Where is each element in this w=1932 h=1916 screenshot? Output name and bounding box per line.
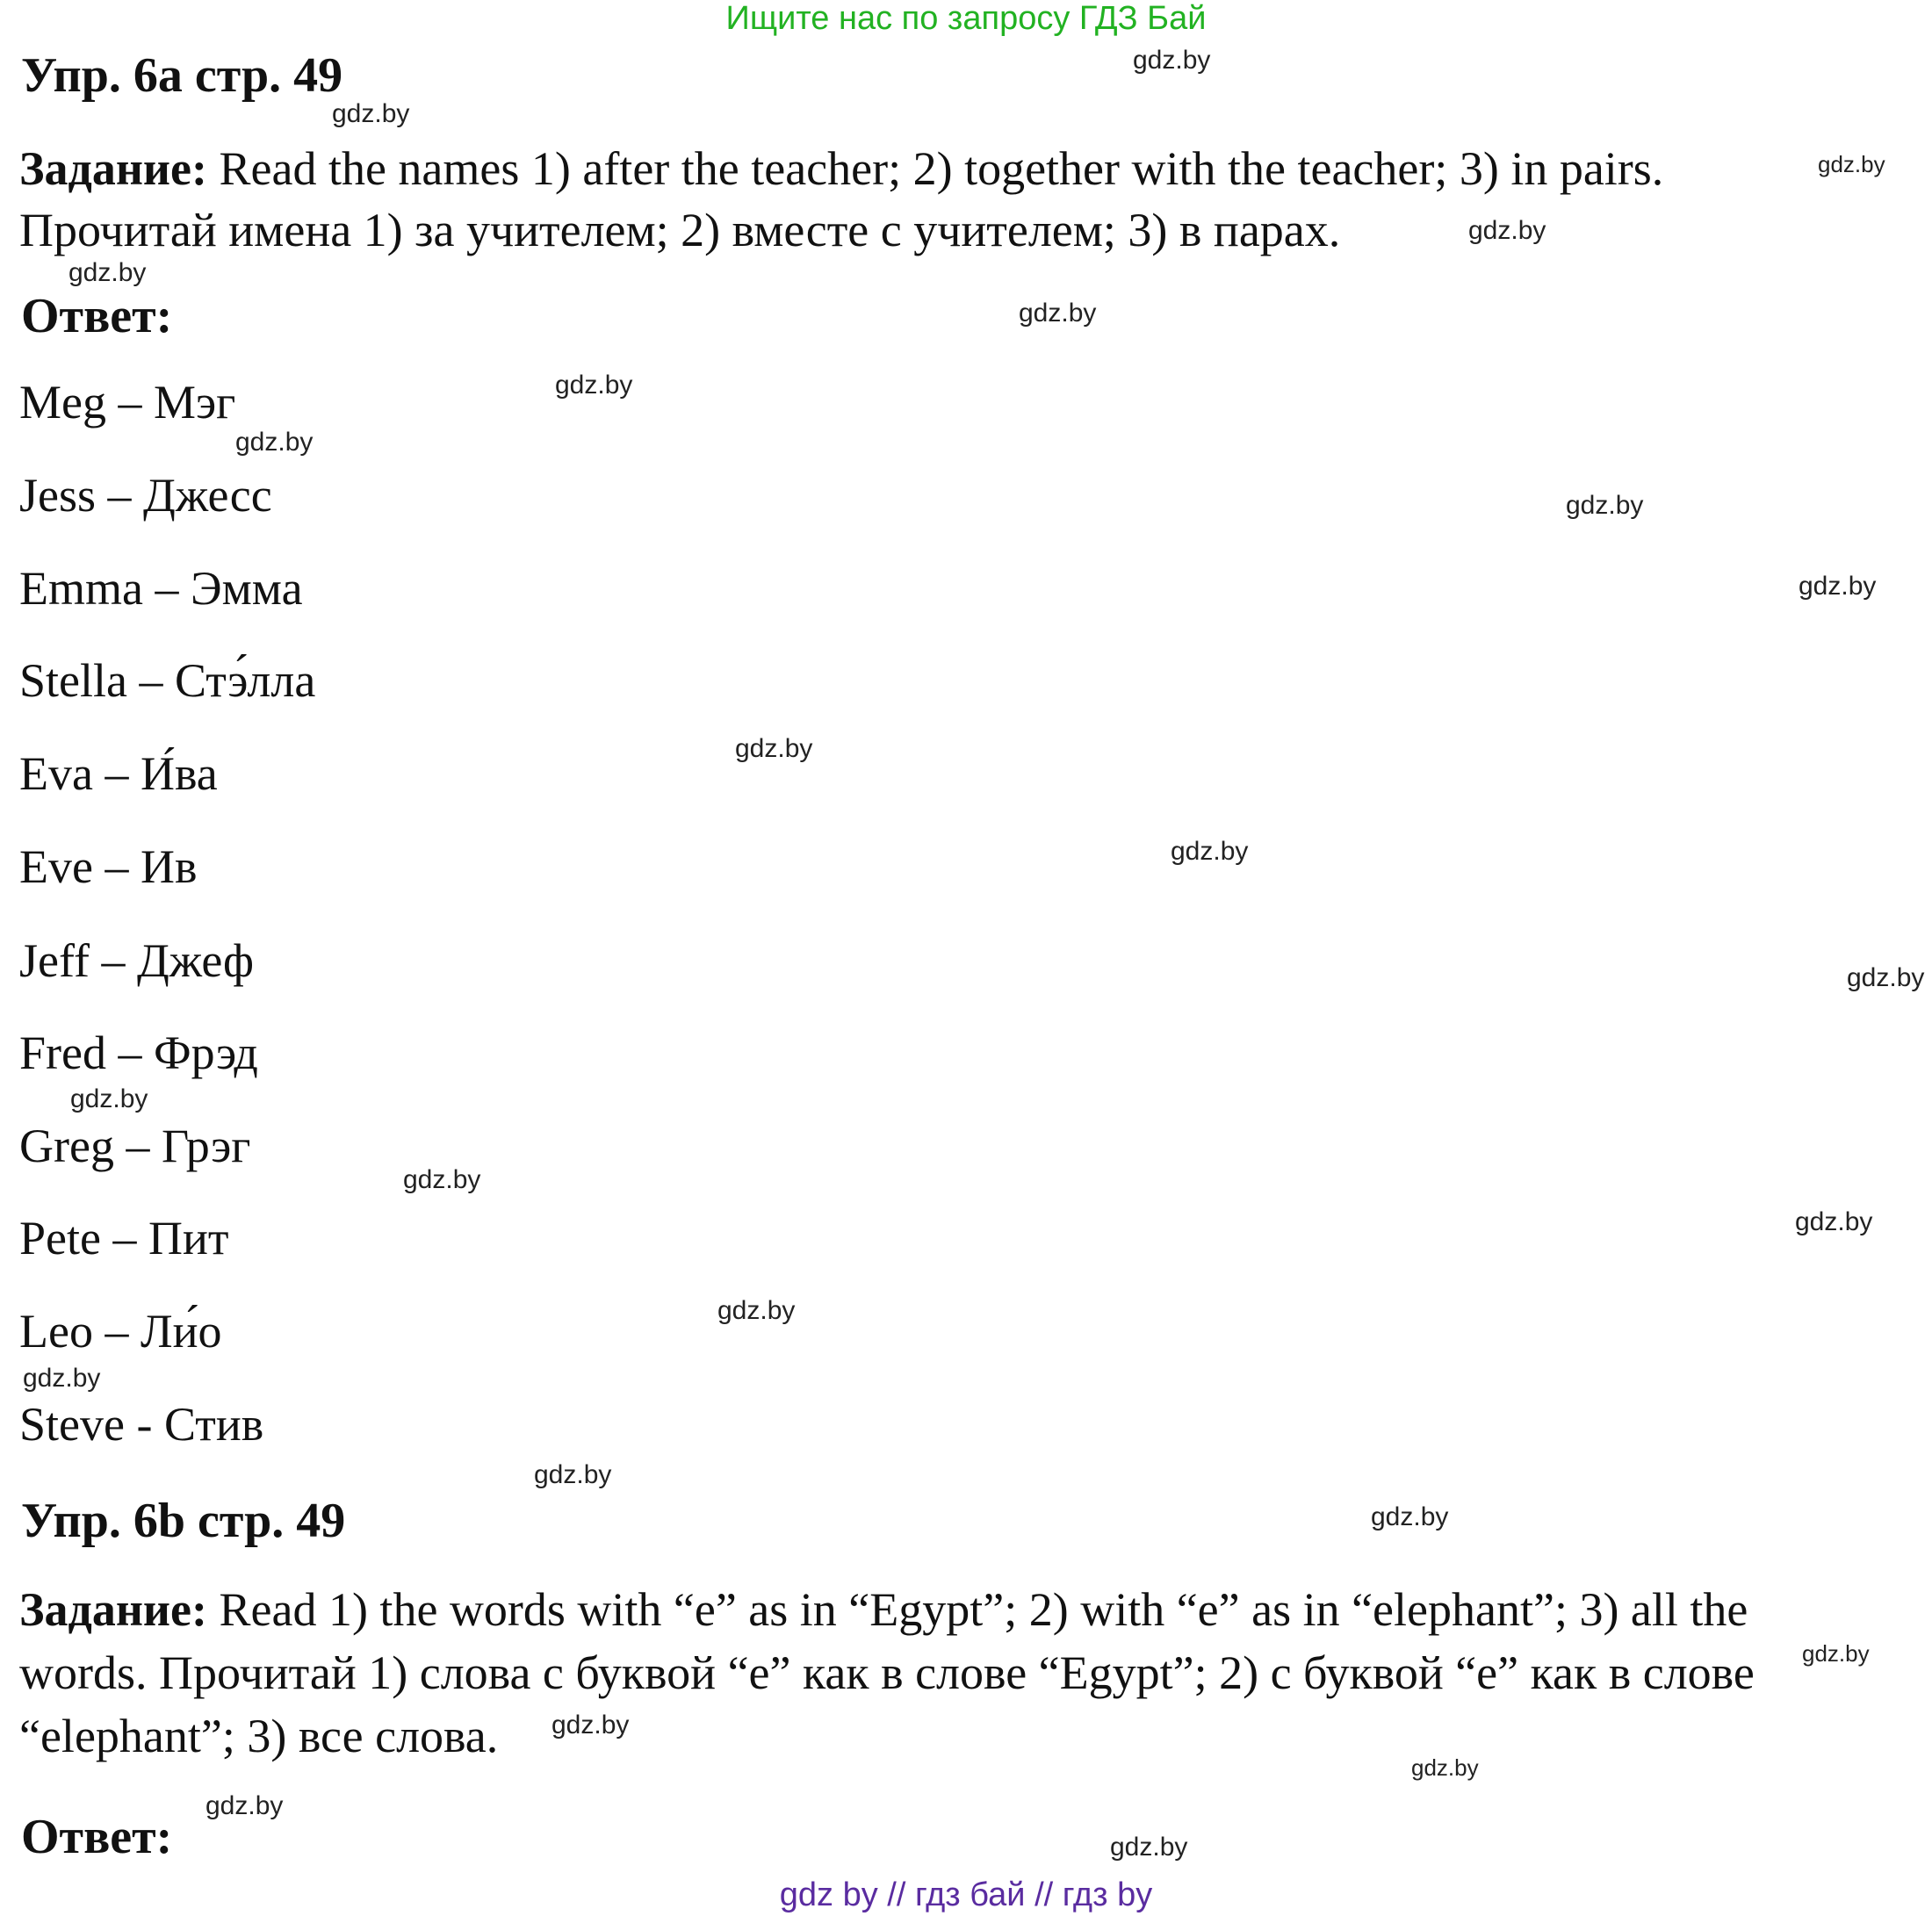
list-item: Meg – Мэг (19, 376, 236, 429)
watermark: gdz.by (534, 1460, 612, 1489)
watermark: gdz.by (1019, 299, 1097, 328)
exercise-6a-answer-label: Ответ: (21, 289, 173, 343)
watermark: gdz.by (1795, 1207, 1873, 1236)
watermark: gdz.by (332, 99, 410, 128)
watermark: gdz.by (551, 1711, 630, 1740)
list-item: Stella – Стэ́лла (19, 654, 316, 707)
watermark: gdz.by (1371, 1502, 1449, 1531)
watermark: gdz.by (555, 371, 633, 400)
watermark: gdz.by (1411, 1754, 1479, 1781)
task-label: Задание: (19, 1583, 207, 1636)
watermark: gdz.by (1847, 963, 1925, 992)
watermark: gdz.by (1133, 46, 1211, 75)
exercise-6b-task-line2: words. Прочитай 1) слова с буквой “e” как в слове “Egypt”; 2) с буквой “e” как в слове (19, 1646, 1755, 1699)
task-text-en: Read 1) the words with “e” as in “Egypt”; 2) with “e” as in “elephant”; 3) all the (219, 1583, 1748, 1636)
exercise-6a-heading: Упр. 6а стр. 49 (21, 48, 343, 103)
list-item: Emma – Эмма (19, 562, 303, 615)
watermark: gdz.by (717, 1296, 796, 1325)
watermark: gdz.by (1818, 151, 1885, 177)
watermark: gdz.by (235, 428, 314, 457)
watermark: gdz.by (70, 1084, 148, 1113)
task-text-en: Read the names 1) after the teacher; 2) together with the teacher; 3) in pairs. (219, 142, 1664, 195)
watermark: gdz.by (1110, 1833, 1188, 1862)
list-item: Leo – Ли́о (19, 1305, 222, 1358)
list-item: Greg – Грэг (19, 1120, 251, 1172)
list-item: Jeff – Джеф (19, 934, 255, 987)
watermark: gdz.by (403, 1165, 481, 1194)
list-item: Pete – Пит (19, 1212, 229, 1264)
watermark: gdz.by (1802, 1640, 1870, 1667)
watermark: gdz.by (1468, 216, 1546, 245)
watermark: gdz.by (1171, 837, 1249, 866)
watermark: gdz.by (68, 258, 147, 287)
watermark: gdz.by (1799, 572, 1877, 601)
exercise-6b-answer-label: Ответ: (21, 1810, 173, 1864)
search-banner: Ищите нас по запросу ГДЗ Бай (725, 0, 1207, 37)
exercise-6b-task-line1 (19, 1578, 1748, 1641)
list-item: Steve - Стив (19, 1398, 264, 1451)
exercise-6b-task-line3: “elephant”; 3) все слова. (19, 1710, 499, 1762)
list-item: Jess – Джесс (19, 469, 272, 522)
watermark: gdz.by (23, 1364, 101, 1393)
footer-links: gdz by // гдз бай // гдз by (779, 1876, 1153, 1913)
exercise-6b-heading: Упр. 6b стр. 49 (21, 1494, 346, 1548)
watermark: gdz.by (205, 1791, 284, 1820)
exercise-6a-task-line2: Прочитай имена 1) за учителем; 2) вместе с учителем; 3) в парах. (19, 204, 1341, 256)
exercise-6a-task-line1 (19, 137, 1663, 200)
list-item: Eve – Ив (19, 840, 198, 893)
watermark: gdz.by (1566, 491, 1644, 520)
list-item: Fred – Фрэд (19, 1026, 258, 1079)
task-label: Задание: (19, 142, 207, 195)
watermark: gdz.by (735, 734, 813, 763)
list-item: Eva – И́ва (19, 747, 218, 800)
